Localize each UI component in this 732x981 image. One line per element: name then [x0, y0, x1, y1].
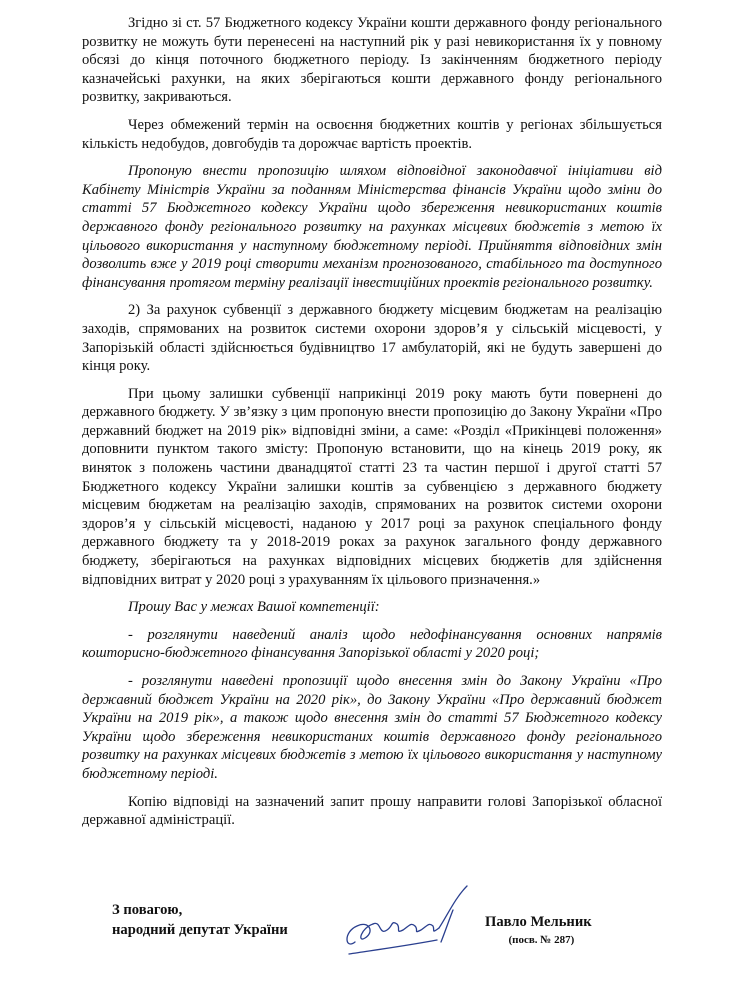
paragraph-3-proposal: Пропоную внести пропозицію шляхом відповідної законодавчої ініціативи від Кабінету Міністрів України за поданням Міністерства фінансів України щодо зміни до статті 57 Бюджетного кодексу України щодо збереження невикористаних коштів державного фонду регіонального розвитку на рахунках місцевих бюджетів з метою їх цільового використання у наступному бюджетному періоді. Прийняття відповідних змін дозволить вже у 2019 році створити механізм прогнозованого, стабільного та доступного фінансування протягом терміну реалізації інвестиційних проектів регіонального розвитку. — [82, 163, 662, 291]
paragraph-6-request: Прошу Вас у межах Вашої компетенції: — [128, 599, 380, 616]
paragraph-1: Згідно зі ст. 57 Бюджетного кодексу України кошти державного фонду регіонального розвитку не можуть бути перенесені на наступний рік у разі невикористання їх у повному обсязі до кінця поточного бюджетного періоду. Із закінченням бюджетного періоду казначейські рахунки, на яких зберігаються кошти державного фонду регіонального розвитку, закриваються. — [82, 15, 662, 106]
request-item-1: - розглянути наведений аналіз щодо недофінансування основних напрямів кошторисно-бюджетного фінансування Запорізької області у 2020 році; — [82, 626, 662, 662]
request-item-2: - розглянути наведені пропозиції щодо внесення змін до Закону України «Про державний бюджет України на 2020 рік», до Закону України «Про державний бюджет України на 2019 рік», а також щодо внесення змін до статті 57 Бюджетного кодексу України щодо збереження невикористаних коштів державного фонду регіонального розвитку на рахунках місцевих бюджетів з метою їх цільового використання у наступному бюджетному періоді. — [82, 673, 662, 782]
closing-title: народний депутат України — [112, 922, 288, 938]
signatory-block — [485, 913, 592, 949]
paragraph-5: При цьому залишки субвенції наприкінці 2019 року мають бути повернені до державного бюджету. У зв’язку з цим пропоную внести пропозицію до Закону України «Про державний бюджет на 2019 рік» відповідні зміни, а саме: «Розділ «Прикінцеві положення» доповнити пунктом такого змісту: Пропоную встановити, що на кінець 2019 року, як виняток з положень частини дванадцятої статті 23 та частин першої і другої статті 57 Бюджетного кодексу України залишки коштів за субвенцією з державного бюджету місцевим бюджетам на реалізацію заходів, спрямованих на розвиток системи охорони здоров’я у сільській місцевості, наданою у 2017 році за рахунок спеціального фонду державного бюджету та у 2018-2019 роках за рахунок загального фонду державного бюджету, зберігаються на рахунках відповідних місцевих бюджетів для здійснення відповідних витрат у 2020 році з урахуванням їх цільового призначення.» — [82, 385, 662, 588]
signatory-name: Павло Мельник — [485, 914, 592, 930]
handwritten-signature — [335, 880, 485, 970]
paragraph-9: Копію відповіді на зазначений запит прошу направити голові Запорізької обласної державної адміністрації. — [82, 793, 662, 829]
closing-block — [112, 900, 288, 940]
closing-greeting: З повагою, — [112, 902, 183, 918]
paragraph-2: Через обмежений термін на освоєння бюджетних коштів у регіонах збільшується кількість недобудов, довгобудів та дорожчає вартість проектів. — [82, 116, 662, 152]
signatory-certificate: (посв. № 287) — [508, 934, 575, 946]
paragraph-4: 2) За рахунок субвенції з державного бюджету місцевим бюджетам на реалізацію заходів, спрямованих на розвиток системи охорони здоров’я у сільській місцевості, у Запорізькій області здійснюється будівництво 17 амбулаторій, які не будуть завершені до кінця року. — [82, 302, 662, 375]
